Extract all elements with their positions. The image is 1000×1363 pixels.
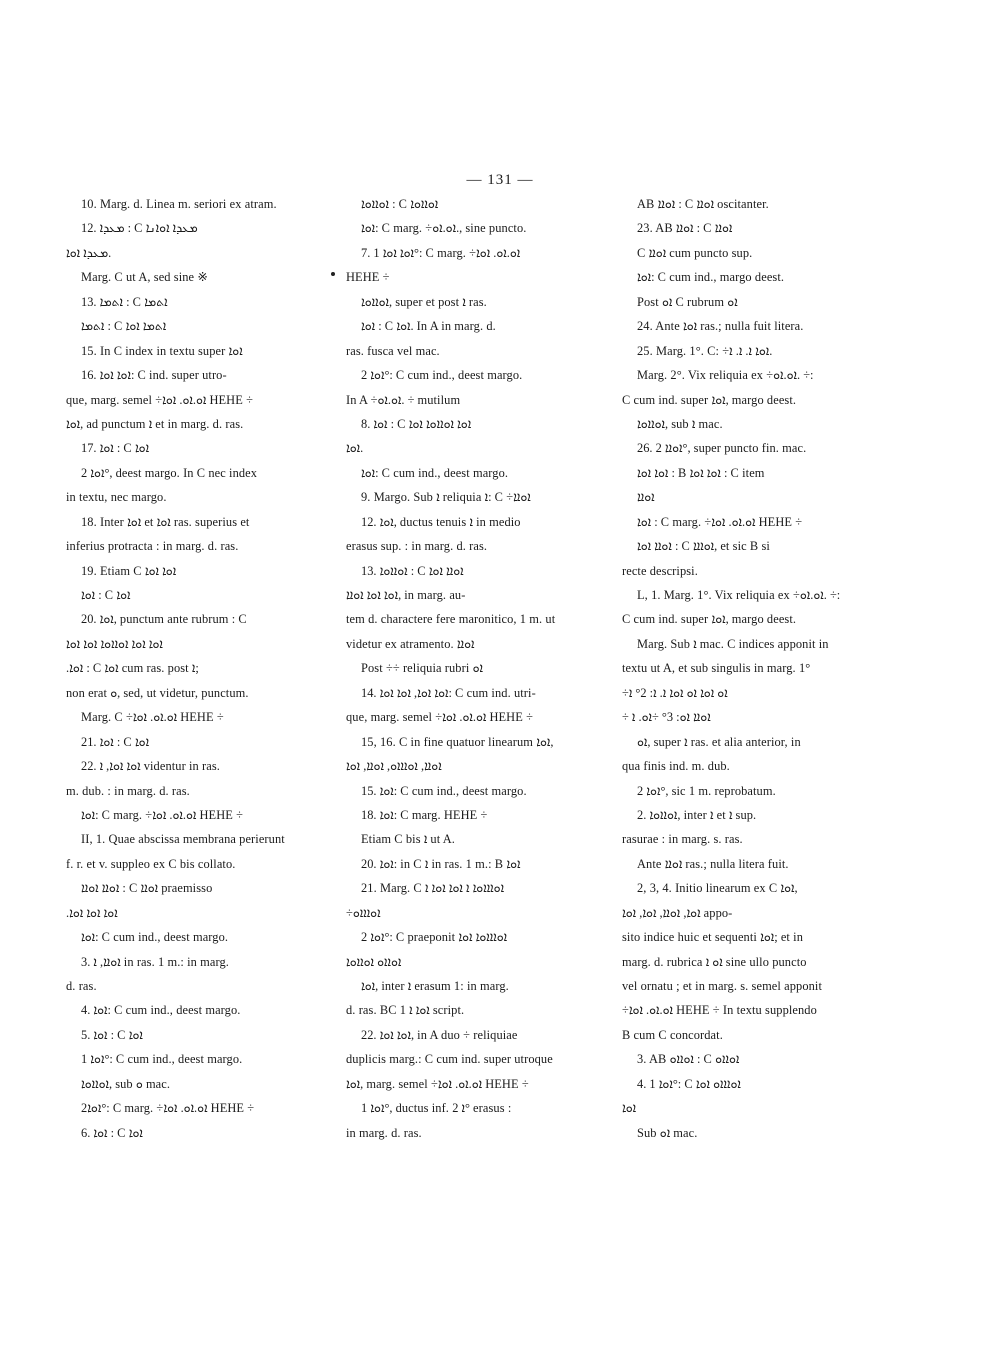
text-line: recte descripsi.	[622, 563, 698, 578]
text-line: 25. Marg. 1°. C: ÷ܐܘܐ ܐ. ܐ. ܐ.	[637, 343, 773, 358]
text-line: 10. Marg. d. Linea m. seriori ex atram.	[81, 197, 277, 211]
text-line: ܐܘܐܐ ܐܘܐܐ : C ܐܘܐܐ praemisso	[81, 881, 213, 896]
text-line: d. ras. BC ܐܘܐ ܐ 1 script.	[346, 1003, 465, 1018]
text-line: m. dub. : in marg. d. ras.	[66, 783, 190, 798]
text-line: ܐܘܐ: C cum ind., deest margo.	[81, 930, 229, 945]
text-line: ܐܘܐ, ܐܘܐܐ, ܐܘܐ, ܐܘܐ appo-	[622, 905, 733, 920]
text-line: 13. ܐܘܐܐܘܐ : C ܐܘܐܐ ܐܘܐ	[361, 563, 464, 578]
text-line: 24. Ante ܐܘܐ ras.; nulla fuit litera.	[637, 319, 804, 334]
text-line: ܐܘܐ2°: C marg. ÷ܐܘ.ܐܘ. ܐܘܐ HEHE ÷	[81, 1101, 255, 1116]
text-line: 14. ܐܘܐ ܐܘܐ, ܐܘܐ ܐܘܐ: C cum ind. utri-	[361, 685, 536, 700]
text-line: duplicis marg.: C cum ind. super utroque	[346, 1052, 553, 1067]
text-line: B cum C concordat.	[622, 1027, 723, 1042]
text-line: f. r. et v. suppleo ex C bis collato.	[66, 856, 236, 871]
text-line: Post ÷÷ reliquia rubri ܐܘ	[361, 661, 483, 676]
text-line: qua finis ind. m. dub.	[622, 759, 730, 774]
text-line: 15. In C index in textu super ܐܘܐ	[81, 343, 243, 358]
column-right	[622, 192, 880, 1145]
text-line: 3. ܐܘܐܐ, ܐ in ras. 1 m.: in marg.	[81, 954, 230, 969]
text-line: ܐܘܐ: C marg. ÷ܐܘ.ܐܘ., sine puncto.	[361, 221, 527, 236]
text-line: ܐܘ, super ܐ ras. et alia anterior, in	[637, 734, 801, 749]
text-line: 20. ܐܘܐ, punctum ante rubrum : C	[81, 612, 247, 627]
text-line: 9. Margo. Sub ܐ reliquia ܐ: C ÷ܐܘܐܐ	[361, 490, 531, 505]
text-line: .ܐܘܐ : C ܐܘܐ cum ras. post ܐ;	[66, 661, 199, 676]
text-line: C cum ind. super ܐܘܐ, margo deest.	[622, 392, 797, 407]
text-line: ÷ ܐܘܐܐ ܐܘ: 3° ÷ܐܘ. ܐ	[622, 710, 711, 725]
text-line: ܐܘܐ 2°, sic 1 m. reprobatum.	[637, 783, 776, 798]
text-line: II, 1. Quae abscissa membrana perierunt	[81, 832, 285, 847]
text-line: ܐܘܐ, marg. semel ÷ܐܘ.ܐܘ. ܐܘܐ HEHE ÷	[346, 1076, 529, 1091]
text-line: 4. ܐܘܐ: C cum ind., deest margo.	[81, 1003, 241, 1018]
text-line: ÷ܐܘܐܐܐܘ	[346, 905, 381, 920]
text-line: ܐܘܐ, inter ܐ erasum 1: in marg.	[361, 979, 509, 993]
text-line: ܐܘܐ: C cum ind., deest margo.	[361, 465, 509, 480]
text-line: que, marg. semel ÷ܐܘ.ܐܘ. ܐܘܐ HEHE ÷	[66, 392, 253, 407]
text-line: ܐܘܐܐܘܐ, sub ܐ mac.	[637, 416, 723, 431]
text-line: ܐܘܐ: C cum ind., margo deest.	[637, 270, 785, 285]
text-line: ܐܘܐ 2°: C cum ind., deest margo.	[361, 368, 523, 383]
text-line: ܡܥܕܐ ܐܘܐ.	[66, 245, 112, 260]
text-line: ܐܘܐ ܐܘܐ ܐܘܐܐܘܐ ܐܘܐ ܐܘܐ	[66, 636, 163, 651]
text-line: 8. ܐܘܐ : C ܐܘܐ ܐܘܐܐܘܐ ܐܘܐ	[361, 416, 472, 431]
text-line: 12. ܐܘܐ, ductus tenuis ܐ in medio	[361, 514, 521, 529]
text-line: in marg. d. ras.	[346, 1125, 422, 1140]
text-line: ܐܘܐܐܘܐ, super et post ܐ ras.	[361, 294, 487, 309]
text-line: Sub ܐܘ mac.	[637, 1125, 698, 1140]
text-line: ܐܘܐܐܘ ܐܘܐܐܘܐ	[346, 954, 402, 969]
text-line: 22. ܐܘܐ ܐܘܐ, in A duo ÷ reliquiae	[361, 1027, 518, 1042]
text-line: Marg. 2°. Vix reliquia ex ÷ܐܘ.ܐܘ. ÷:	[637, 368, 814, 383]
text-line: ܐܘܐܐܘܐ : C ܐܘܐܐܘܐ	[361, 197, 439, 211]
text-line: ܐܘܐܐܘܐ, sub ܘ mac.	[81, 1076, 171, 1091]
text-line: ÷ܐܘ.ܐܘ. ܐܘܐ HEHE ÷ In textu supplendo	[622, 1003, 817, 1018]
text-line: 26. ܐܘܐܐ 2°, super puncto fin. mac.	[637, 441, 807, 456]
text-line: ܐܘܐ : C marg. ÷ܐܘ.ܐܘ. ܐܘܐ HEHE ÷	[637, 514, 803, 529]
text-line: 2. ܐܘܐܐܘܐ, inter ܐ et ܐ sup.	[637, 807, 757, 822]
text-line: ܐܘܐ ܐܘܐ ܐܘܐܐ, in marg. au-	[346, 588, 466, 602]
text-line: Marg. C ÷ܐܘ.ܐܘ. ܐܘܐ HEHE ÷	[81, 710, 224, 725]
text-line: ܐܘܐ ܐܘܐ : B ܐܘܐ ܐܘܐ : C item	[637, 465, 765, 480]
text-line: 2, 3, 4. Initio linearum ex C ܐܘܐ,	[637, 881, 798, 896]
text-line: ܐܘܐ : C ܐܘܐ. In A in marg. d.	[361, 319, 496, 334]
text-line: ܐܘܐܐ	[637, 490, 655, 505]
text-line: C ܐܘܐܐ cum puncto sup.	[637, 245, 753, 260]
text-line: ܐܘܐ	[622, 1101, 637, 1116]
text-line: C cum ind. super ܐܘܐ, margo deest.	[622, 612, 797, 627]
text-line: AB ܐܘܐܐ : C ܐܘܐܐ oscitanter.	[637, 197, 769, 211]
text-line: ܐܘܐ : C ܐܘܐ	[81, 588, 131, 602]
text-line: 18. Inter ܐܘܐ et ܐܘܐ ras. superius et	[81, 514, 250, 529]
text-line: sito indice huic et sequenti ܐܘܐ; et in	[622, 930, 803, 945]
text-line: Marg. Sub ܐ mac. C indices apponit in	[637, 636, 829, 651]
text-line: ܐܘܐܐ, ܐܘܐܐܐܘ, ܐܘܐܐ, ܐܘܐ	[346, 759, 442, 774]
text-line: tem d. charactere fere maronitico, 1 m. ut	[346, 612, 556, 627]
text-line: in textu, nec margo.	[66, 490, 167, 505]
text-line: 5. ܐܘܐ : C ܐܘܐ	[81, 1027, 143, 1042]
text-line: ras. fusca vel mac.	[346, 343, 440, 358]
text-line: 13. ܐܬܡܐ : C ܐܬܡܐ	[81, 294, 168, 309]
column-left	[66, 192, 328, 1145]
text-line: que, marg. semel ÷ܐܘ.ܐܘ. ܐܘܐ HEHE ÷	[346, 710, 533, 725]
text-line: erasus sup. : in marg. d. ras.	[346, 539, 488, 554]
text-line: 23. AB ܐܘܐܐ : C ܐܘܐܐ	[637, 221, 733, 236]
text-line: 17. ܐܘܐ : C ܐܘܐ	[81, 441, 150, 456]
text-line: ܐܘܐ 1°: C cum ind., deest margo.	[81, 1052, 243, 1067]
text-line: ܐܘܐܐ ܐܘܐ : C ܐܘܐܐܐ, et sic B si	[637, 539, 770, 554]
column-middle	[346, 192, 604, 1145]
text-line: 22. ܐܘܐ ܐܘܐ, ܐ videntur in ras.	[81, 759, 220, 774]
text-line: 21. ܐܘܐ : C ܐܘܐ	[81, 734, 150, 749]
text-line: vel ornatu ; et in marg. s. semel apponit	[622, 979, 823, 993]
text-line: 6. ܐܘܐ : C ܐܘܐ	[81, 1125, 143, 1140]
text-line: videtur ex atramento. ܐܘܐܐ	[346, 636, 475, 651]
text-line: HEHE ÷	[346, 270, 390, 285]
text-line: 15, 16. C in fine quatuor linearum ܐܘܐ,	[361, 734, 554, 749]
text-line: Etiam C bis ܐ ut A.	[361, 832, 455, 847]
text-line: ܐܘܐ 1°, ductus inf. ܐ 2° erasus :	[361, 1101, 512, 1116]
text-line: 16. ܐܘܐ ܐܘܐ: C ind. super utro-	[81, 368, 227, 383]
text-line: 12. ܡܥܕܐ : C ܡܥܕܐ ܐܘܐܢܐ	[81, 221, 198, 236]
text-line: 21. Marg. C ܐܘܐܐܐܘܐ ܐ ܐܘܐ ܐܘܐ ܐ	[361, 881, 505, 896]
text-line: d. ras.	[66, 979, 97, 993]
text-line: L, 1. Marg. 1°. Vix reliquia ex ÷ܐܘ.ܐܘ. ÷:	[637, 588, 841, 602]
text-line: 7. ܐܘܐ ܐܘܐ 1°: C marg. ÷ܐܘ.ܐܘ. ܐܘܐ	[361, 245, 521, 260]
text-line: ܐܘܐ 2°, deest margo. In C nec index	[81, 465, 258, 480]
text-line: ܐܘܐ, ad punctum ܐ et in marg. d. ras.	[66, 416, 244, 431]
text-line: inferius protracta : in marg. d. ras.	[66, 539, 239, 554]
text-line: ܐܬܡܐ : C ܐܬܡܐ ܐܘܐ	[81, 319, 167, 334]
text-line: 3. AB ܐܘܐܐܘ : C ܐܘܐܐܘ	[637, 1052, 740, 1067]
text-line: Ante ܐܘܐܐ ras.; nulla litera fuit.	[637, 856, 789, 871]
text-line: Marg. C ut A, sed sine ※	[81, 270, 208, 285]
page-number: — 131 —	[466, 172, 534, 188]
text-line: ÷ܐܘ ܐܘܐ ܐܘ ܐܘܐ ܐ. ܐ: 2° ܐ	[622, 685, 728, 700]
text-line: 4. ܐܘܐ 1°: C ܐܘܐܐܐܘ ܐܘܐ	[637, 1076, 741, 1091]
text-line: 15. ܐܘܐ: C cum ind., deest margo.	[361, 783, 527, 798]
text-line: 18. ܐܘܐ: C marg. HEHE ÷	[361, 807, 488, 822]
text-line: ܐܘܐ: C marg. ÷ܐܘ.ܐܘ. ܐܘܐ HEHE ÷	[81, 807, 244, 822]
text-line: 20. ܐܘܐ: in C ܐ in ras. 1 m.: B ܐܘܐ	[361, 856, 521, 871]
text-line: .ܐܘܐ ܐܘܐ ܐܘܐ	[66, 905, 118, 920]
text-line: rasurae : in marg. s. ras.	[622, 832, 743, 847]
text-line: 19. Etiam C ܐܘܐ ܐܘܐ	[81, 563, 177, 578]
text-line: marg. d. rubrica ܐܘ ܐ sine ullo puncto	[622, 954, 807, 969]
stray-ink-dot	[331, 272, 335, 276]
text-line: ܐܘܐ.	[346, 441, 364, 456]
text-line: In A ÷ܐܘ.ܐܘ. ÷ mutilum	[346, 392, 461, 407]
text-line: textu ut A, et sub singulis in marg. 1°	[622, 661, 811, 676]
text-line: non erat ܘ, sed, ut videtur, punctum.	[66, 685, 249, 700]
text-line: ܐܘܐ 2°: C praeponit ܐܘܐܐܐܘܐ ܐܘܐ	[361, 930, 508, 945]
text-line: Post ܐܘ C rubrum ܐܘ	[637, 294, 738, 309]
